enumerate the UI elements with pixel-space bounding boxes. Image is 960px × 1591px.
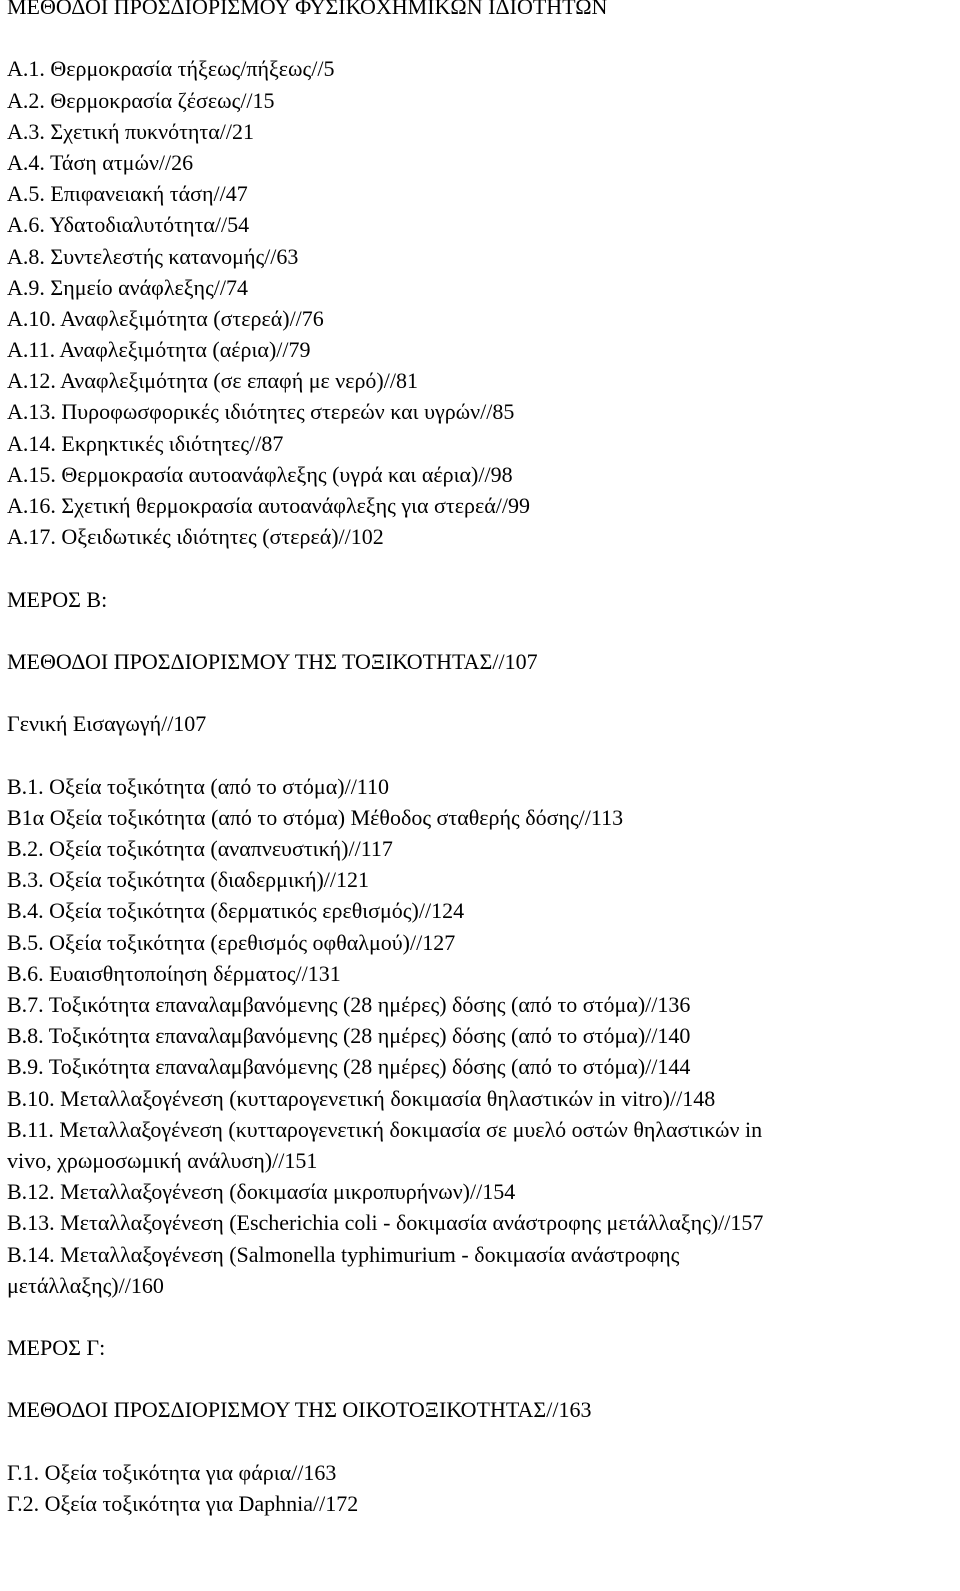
document-page (7, 0, 952, 1519)
list-item-a11: Α.11. Αναφλεξιμότητα (αέρια)//79 (7, 337, 311, 363)
part-c-label: ΜΕΡΟΣ Γ: (7, 1335, 106, 1361)
spacer (7, 1426, 952, 1457)
list-item-a16: Α.16. Σχετική θερμοκρασία αυτοανάφλεξης για στερεά//99 (7, 493, 530, 518)
part-b-list (7, 771, 952, 1301)
list-item-b3: Β.3. Οξεία τοξικότητα (διαδερμική)//121 (7, 867, 370, 893)
list-item-a12: Α.12. Αναφλεξιμότητα (σε επαφή με νερό)//81 (7, 368, 418, 394)
list-item-b4: Β.4. Οξεία τοξικότητα (δερματικός ερεθισμός)//124 (7, 898, 465, 924)
list-item-a13: Α.13. Πυροφωσφορικές ιδιότητες στερεών και υγρών//85 (7, 399, 515, 425)
spacer (7, 1363, 952, 1394)
list-item-a17: Α.17. Οξειδωτικές ιδιότητες (στερεά)//102 (7, 524, 384, 550)
spacer (7, 1301, 952, 1332)
list-item-a10: Α.10. Αναφλεξιμότητα (στερεά)//76 (7, 305, 324, 331)
list-item-b14-line2: μετάλλαξης)//160 (7, 1272, 164, 1298)
list-item-a9: Α.9. Σημείο ανάφλεξης//74 (7, 274, 249, 300)
list-item-a8: Α.8. Συντελεστής κατανομής//63 (7, 243, 299, 269)
list-item-a15: Α.15. Θερμοκρασία αυτοανάφλεξης (υγρά και αέρια)//98 (7, 461, 513, 487)
list-item-b11-line1: Β.11. Μεταλλαξογένεση (κυτταρογενετική δοκιμασία σε μυελό οστών θηλαστικών in (7, 1116, 763, 1142)
spacer (7, 615, 952, 646)
spacer (7, 552, 952, 583)
part-b-title: ΜΕΘΟΔΟΙ ΠΡΟΣΔΙΟΡΙΣΜΟΥ ΤΗΣ ΤΟΞΙΚΟΤΗΤΑΣ//107 (7, 648, 538, 674)
list-item-a2: Α.2. Θερμοκρασία ζέσεως//15 (7, 87, 275, 113)
list-item-b1a: Β1α Οξεία τοξικότητα (από το στόμα) Μέθοδος σταθερής δόσης//113 (7, 804, 624, 830)
part-b-intro: Γενική Εισαγωγή//107 (7, 711, 207, 737)
list-item-a14: Α.14. Εκρηκτικές ιδιότητες//87 (7, 430, 284, 456)
list-item-b10: Β.10. Μεταλλαξογένεση (κυτταρογενετική δοκιμασία θηλαστικών in vitro)//148 (7, 1085, 716, 1111)
part-b-label: ΜΕΡΟΣ Β: (7, 586, 108, 612)
list-item-a6: Α.6. Υδατοδιαλυτότητα//54 (7, 212, 250, 238)
section-a-header: ΜΕΘΟΔΟΙ ΠΡΟΣΔΙΟΡΙΣΜΟΥ ΦΥΣΙΚΟΧΗΜΙΚΩΝ ΙΔΙΟΤΗΤΩΝ (7, 0, 608, 19)
list-item-a1: Α.1. Θερμοκρασία τήξεως/πήξεως//5 (7, 56, 335, 82)
section-a-list (7, 53, 952, 552)
list-item-c2: Γ.2. Οξεία τοξικότητα για Daphnia//172 (7, 1491, 359, 1516)
list-item-b9: Β.9. Τοξικότητα επαναλαμβανόμενης (28 ημέρες) δόσης (από το στόμα)//144 (7, 1054, 691, 1080)
spacer (7, 677, 952, 708)
list-item-b2: Β.2. Οξεία τοξικότητα (αναπνευστική)//117 (7, 836, 393, 862)
list-item-b7: Β.7. Τοξικότητα επαναλαμβανόμενης (28 ημέρες) δόσης (από το στόμα)//136 (7, 992, 691, 1017)
list-item-b12: Β.12. Μεταλλαξογένεση (δοκιμασία μικροπυρήνων)//154 (7, 1179, 516, 1205)
list-item-c1: Γ.1. Οξεία τοξικότητα για φάρια//163 (7, 1459, 337, 1485)
list-item-b13: Β.13. Μεταλλαξογένεση (Escherichia coli - δοκιμασία ανάστροφης μετάλλαξης)//157 (7, 1210, 764, 1236)
list-item-b1: Β.1. Οξεία τοξικότητα (από το στόμα)//110 (7, 773, 389, 799)
list-item-b11-line2: vivo, χρωμοσωμική ανάλυση)//151 (7, 1147, 318, 1173)
spacer (7, 22, 952, 53)
list-item-a4: Α.4. Τάση ατμών//26 (7, 149, 194, 175)
list-item-a5: Α.5. Επιφανειακή τάση//47 (7, 181, 248, 207)
list-item-b8: Β.8. Τοξικότητα επαναλαμβανόμενης (28 ημέρες) δόσης (από το στόμα)//140 (7, 1023, 691, 1049)
list-item-b14-line1: Β.14. Μεταλλαξογένεση (Salmonella typhimurium - δοκιμασία ανάστροφης (7, 1241, 680, 1267)
list-item-b6: Β.6. Ευαισθητοποίηση δέρματος//131 (7, 960, 341, 986)
part-c-title: ΜΕΘΟΔΟΙ ΠΡΟΣΔΙΟΡΙΣΜΟΥ ΤΗΣ ΟΙΚΟΤΟΞΙΚΟΤΗΤΑΣ//163 (7, 1397, 592, 1423)
list-item-a3: Α.3. Σχετική πυκνότητα//21 (7, 118, 255, 144)
part-c-list (7, 1457, 952, 1519)
list-item-b5: Β.5. Οξεία τοξικότητα (ερεθισμός οφθαλμού)//127 (7, 929, 456, 955)
spacer (7, 740, 952, 771)
